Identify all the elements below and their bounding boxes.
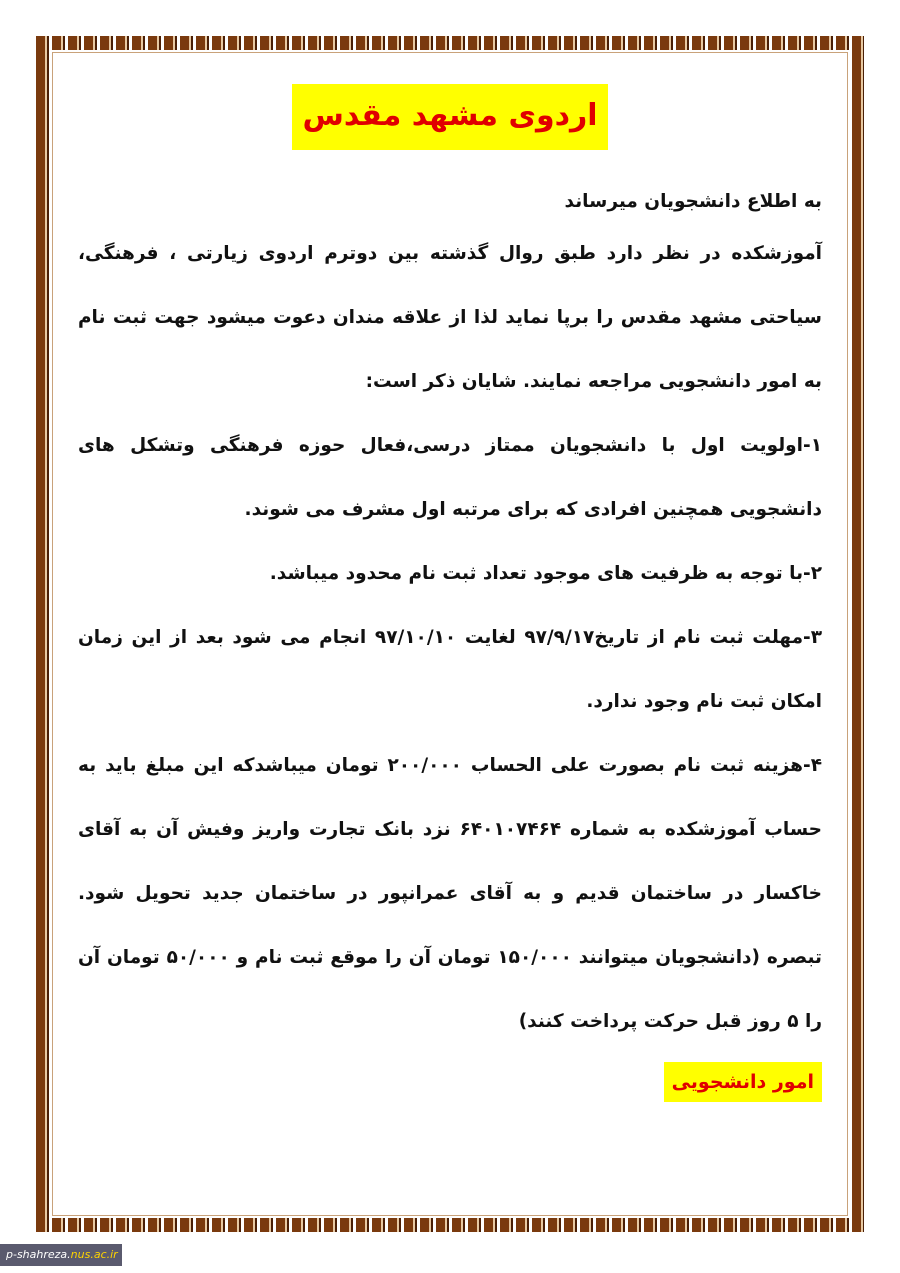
announcement-body xyxy=(78,78,822,1102)
footer-url-prefix: p-shahreza. xyxy=(6,1248,71,1261)
title-container xyxy=(78,84,822,154)
paragraph-item-2: ۲-با توجه به ظرفیت های موجود تعداد ثبت نام محدود میباشد. xyxy=(269,563,822,584)
paragraph-item-1: ۱-اولویت اول با دانشجویان ممتاز درسی،فعال حوزه فرهنگی وتشکل های دانشجویی همچنین افرادی که برای مرتبه اول مشرف می شوند. xyxy=(78,435,822,520)
signature-container xyxy=(78,1062,822,1102)
footer-url-domain: nus.ac.ir xyxy=(70,1248,118,1261)
paragraph-main: آموزشکده در نظر دارد طبق روال گذشته بین دوترم اردوی زیارتی ، فرهنگی، سیاحتی مشهد مقدس را برپا نماید لذا از علاقه مندان دعوت میشود جهت ثبت نام به امور دانشجویی مراجعه نمایند. شایان ذکر است: xyxy=(78,243,822,392)
page-title: اردوی مشهد مقدس xyxy=(292,84,607,150)
paragraph-item-4: ۴-هزینه ثبت نام بصورت علی الحساب ۲۰۰/۰۰۰ تومان میباشدکه این مبلغ باید به حساب آموزشکده به شماره ۶۴۰۱۰۷۴۶۴ نزد بانک تجارت واریز وفیش آن به آقای خاکسار در ساختمان قدیم و به آقای عمرانپور در ساختمان جدید تحویل شود. تبصره (دانشجویان میتوانند ۱۵۰/۰۰۰ تومان آن را موقع ثبت نام و ۵۰/۰۰۰ تومان آن را ۵ روز قبل حرکت پرداخت کنند) xyxy=(78,755,823,1032)
paragraph-item-3: ۳-مهلت ثبت نام از تاریخ۹۷/۹/۱۷ لغایت ۹۷/۱۰/۱۰ انجام می شود بعد از این زمان امکان ثبت نام وجود ندارد. xyxy=(78,627,823,712)
intro-line: به اطلاع دانشجویان میرساند xyxy=(564,191,822,212)
footer-url-tag[interactable] xyxy=(0,1244,122,1266)
signature: امور دانشجویی xyxy=(664,1062,822,1102)
